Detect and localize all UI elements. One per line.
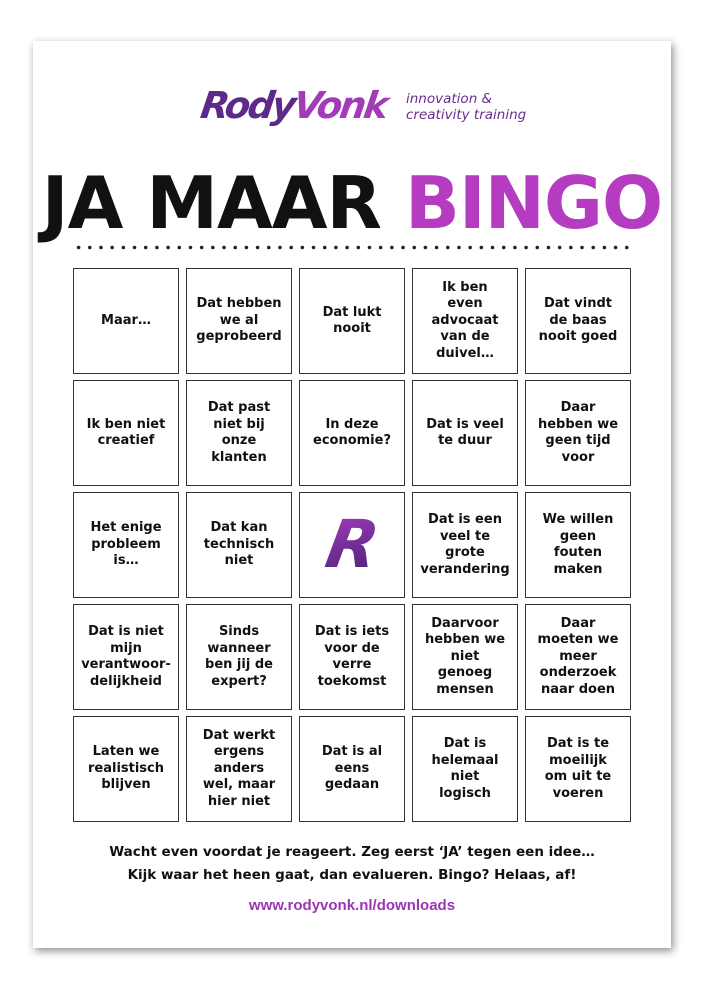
brand-tagline bbox=[406, 91, 526, 123]
bingo-cell[interactable] bbox=[412, 604, 518, 710]
bingo-cell-text: Ik ben even advocaat van de duivel… bbox=[431, 279, 499, 361]
bingo-cell-text: Dat is niet mijn verantwoor-delijkheid bbox=[81, 624, 171, 689]
bingo-cell-text: Dat is te moeilijk om uit te voeren bbox=[544, 736, 612, 801]
instruction-line-2: Kijk waar het heen gaat, dan evalueren. Bingo? Helaas, af! bbox=[127, 867, 577, 883]
bingo-cell[interactable] bbox=[525, 492, 631, 598]
bingo-cell-text: Dat is een veel te grote verandering bbox=[420, 512, 510, 577]
rodyvonk-logo bbox=[197, 84, 390, 127]
bingo-cell-text: Maar… bbox=[101, 312, 151, 328]
bingo-grid bbox=[73, 268, 631, 822]
bingo-cell[interactable] bbox=[73, 380, 179, 486]
bingo-cell-text: Dat vindt de baas nooit goed bbox=[538, 296, 618, 345]
bingo-cell-text: Dat lukt nooit bbox=[322, 304, 382, 336]
rodyvonk-r-icon: R bbox=[319, 506, 385, 583]
logo-part-rody: Rody bbox=[197, 84, 297, 127]
bingo-cell-text: Dat is iets voor de verre toekomst bbox=[314, 624, 390, 689]
bingo-cell-text: Dat werkt ergens anders wel, maar hier niet bbox=[202, 727, 276, 809]
bingo-cell-text: Daar moeten we meer onderzoek naar doen bbox=[537, 615, 619, 697]
bingo-cell[interactable] bbox=[412, 268, 518, 374]
bingo-cell[interactable] bbox=[186, 492, 292, 598]
bingo-cell[interactable] bbox=[525, 716, 631, 822]
bingo-cell-text: Dat past niet bij onze klanten bbox=[207, 400, 271, 465]
bingo-cell-text: Dat is helemaal niet logisch bbox=[431, 736, 499, 801]
bingo-cell[interactable] bbox=[525, 604, 631, 710]
bingo-cell[interactable] bbox=[525, 380, 631, 486]
bingo-cell[interactable] bbox=[299, 380, 405, 486]
title-ja-maar: JA MAAR bbox=[41, 161, 381, 245]
bingo-cell-text: Laten we realistisch blijven bbox=[87, 744, 165, 793]
bingo-card bbox=[33, 41, 671, 948]
bingo-cell-text: Sinds wanneer ben jij de expert? bbox=[205, 624, 273, 689]
dotted-divider bbox=[73, 245, 631, 250]
bingo-cell-text: Dat kan technisch niet bbox=[203, 520, 275, 569]
bingo-cell[interactable] bbox=[186, 380, 292, 486]
instructions bbox=[33, 841, 671, 887]
bingo-cell[interactable] bbox=[525, 268, 631, 374]
bingo-cell[interactable] bbox=[299, 716, 405, 822]
bingo-cell[interactable] bbox=[412, 716, 518, 822]
bingo-cell[interactable] bbox=[412, 492, 518, 598]
instruction-line-1: Wacht even voordat je reageert. Zeg eerst ‘JA’ tegen een idee… bbox=[109, 844, 595, 860]
bingo-cell-text: Dat is veel te duur bbox=[426, 416, 504, 448]
bingo-free-cell[interactable] bbox=[299, 492, 405, 598]
title-bingo: BINGO bbox=[404, 161, 663, 245]
bingo-cell[interactable] bbox=[73, 268, 179, 374]
bingo-cell[interactable] bbox=[73, 716, 179, 822]
bingo-cell[interactable] bbox=[299, 268, 405, 374]
bingo-cell-text: Dat hebben we al geprobeerd bbox=[196, 296, 282, 345]
logo-part-vonk: Vonk bbox=[290, 84, 390, 127]
tagline-line-1: innovation & bbox=[406, 91, 493, 107]
page-title bbox=[33, 161, 671, 245]
bingo-cell[interactable] bbox=[186, 604, 292, 710]
bingo-cell[interactable] bbox=[73, 604, 179, 710]
bingo-cell-text: Daar hebben we geen tijd voor bbox=[537, 400, 619, 465]
bingo-cell-text: Daarvoor hebben we niet genoeg mensen bbox=[424, 615, 506, 697]
bingo-cell-text: Dat is al eens gedaan bbox=[321, 744, 383, 793]
bingo-cell[interactable] bbox=[186, 716, 292, 822]
bingo-cell[interactable] bbox=[299, 604, 405, 710]
bingo-cell[interactable] bbox=[186, 268, 292, 374]
tagline-line-2: creativity training bbox=[406, 107, 527, 123]
bingo-cell-text: Het enige probleem is… bbox=[90, 520, 162, 569]
bingo-cell[interactable] bbox=[73, 492, 179, 598]
bingo-cell[interactable] bbox=[412, 380, 518, 486]
bingo-cell-text: In deze economie? bbox=[313, 416, 391, 448]
download-link[interactable]: www.rodyvonk.nl/downloads bbox=[248, 897, 456, 914]
bingo-cell-text: We willen geen fouten maken bbox=[542, 512, 614, 577]
bingo-cell-text: Ik ben niet creatief bbox=[86, 416, 166, 448]
